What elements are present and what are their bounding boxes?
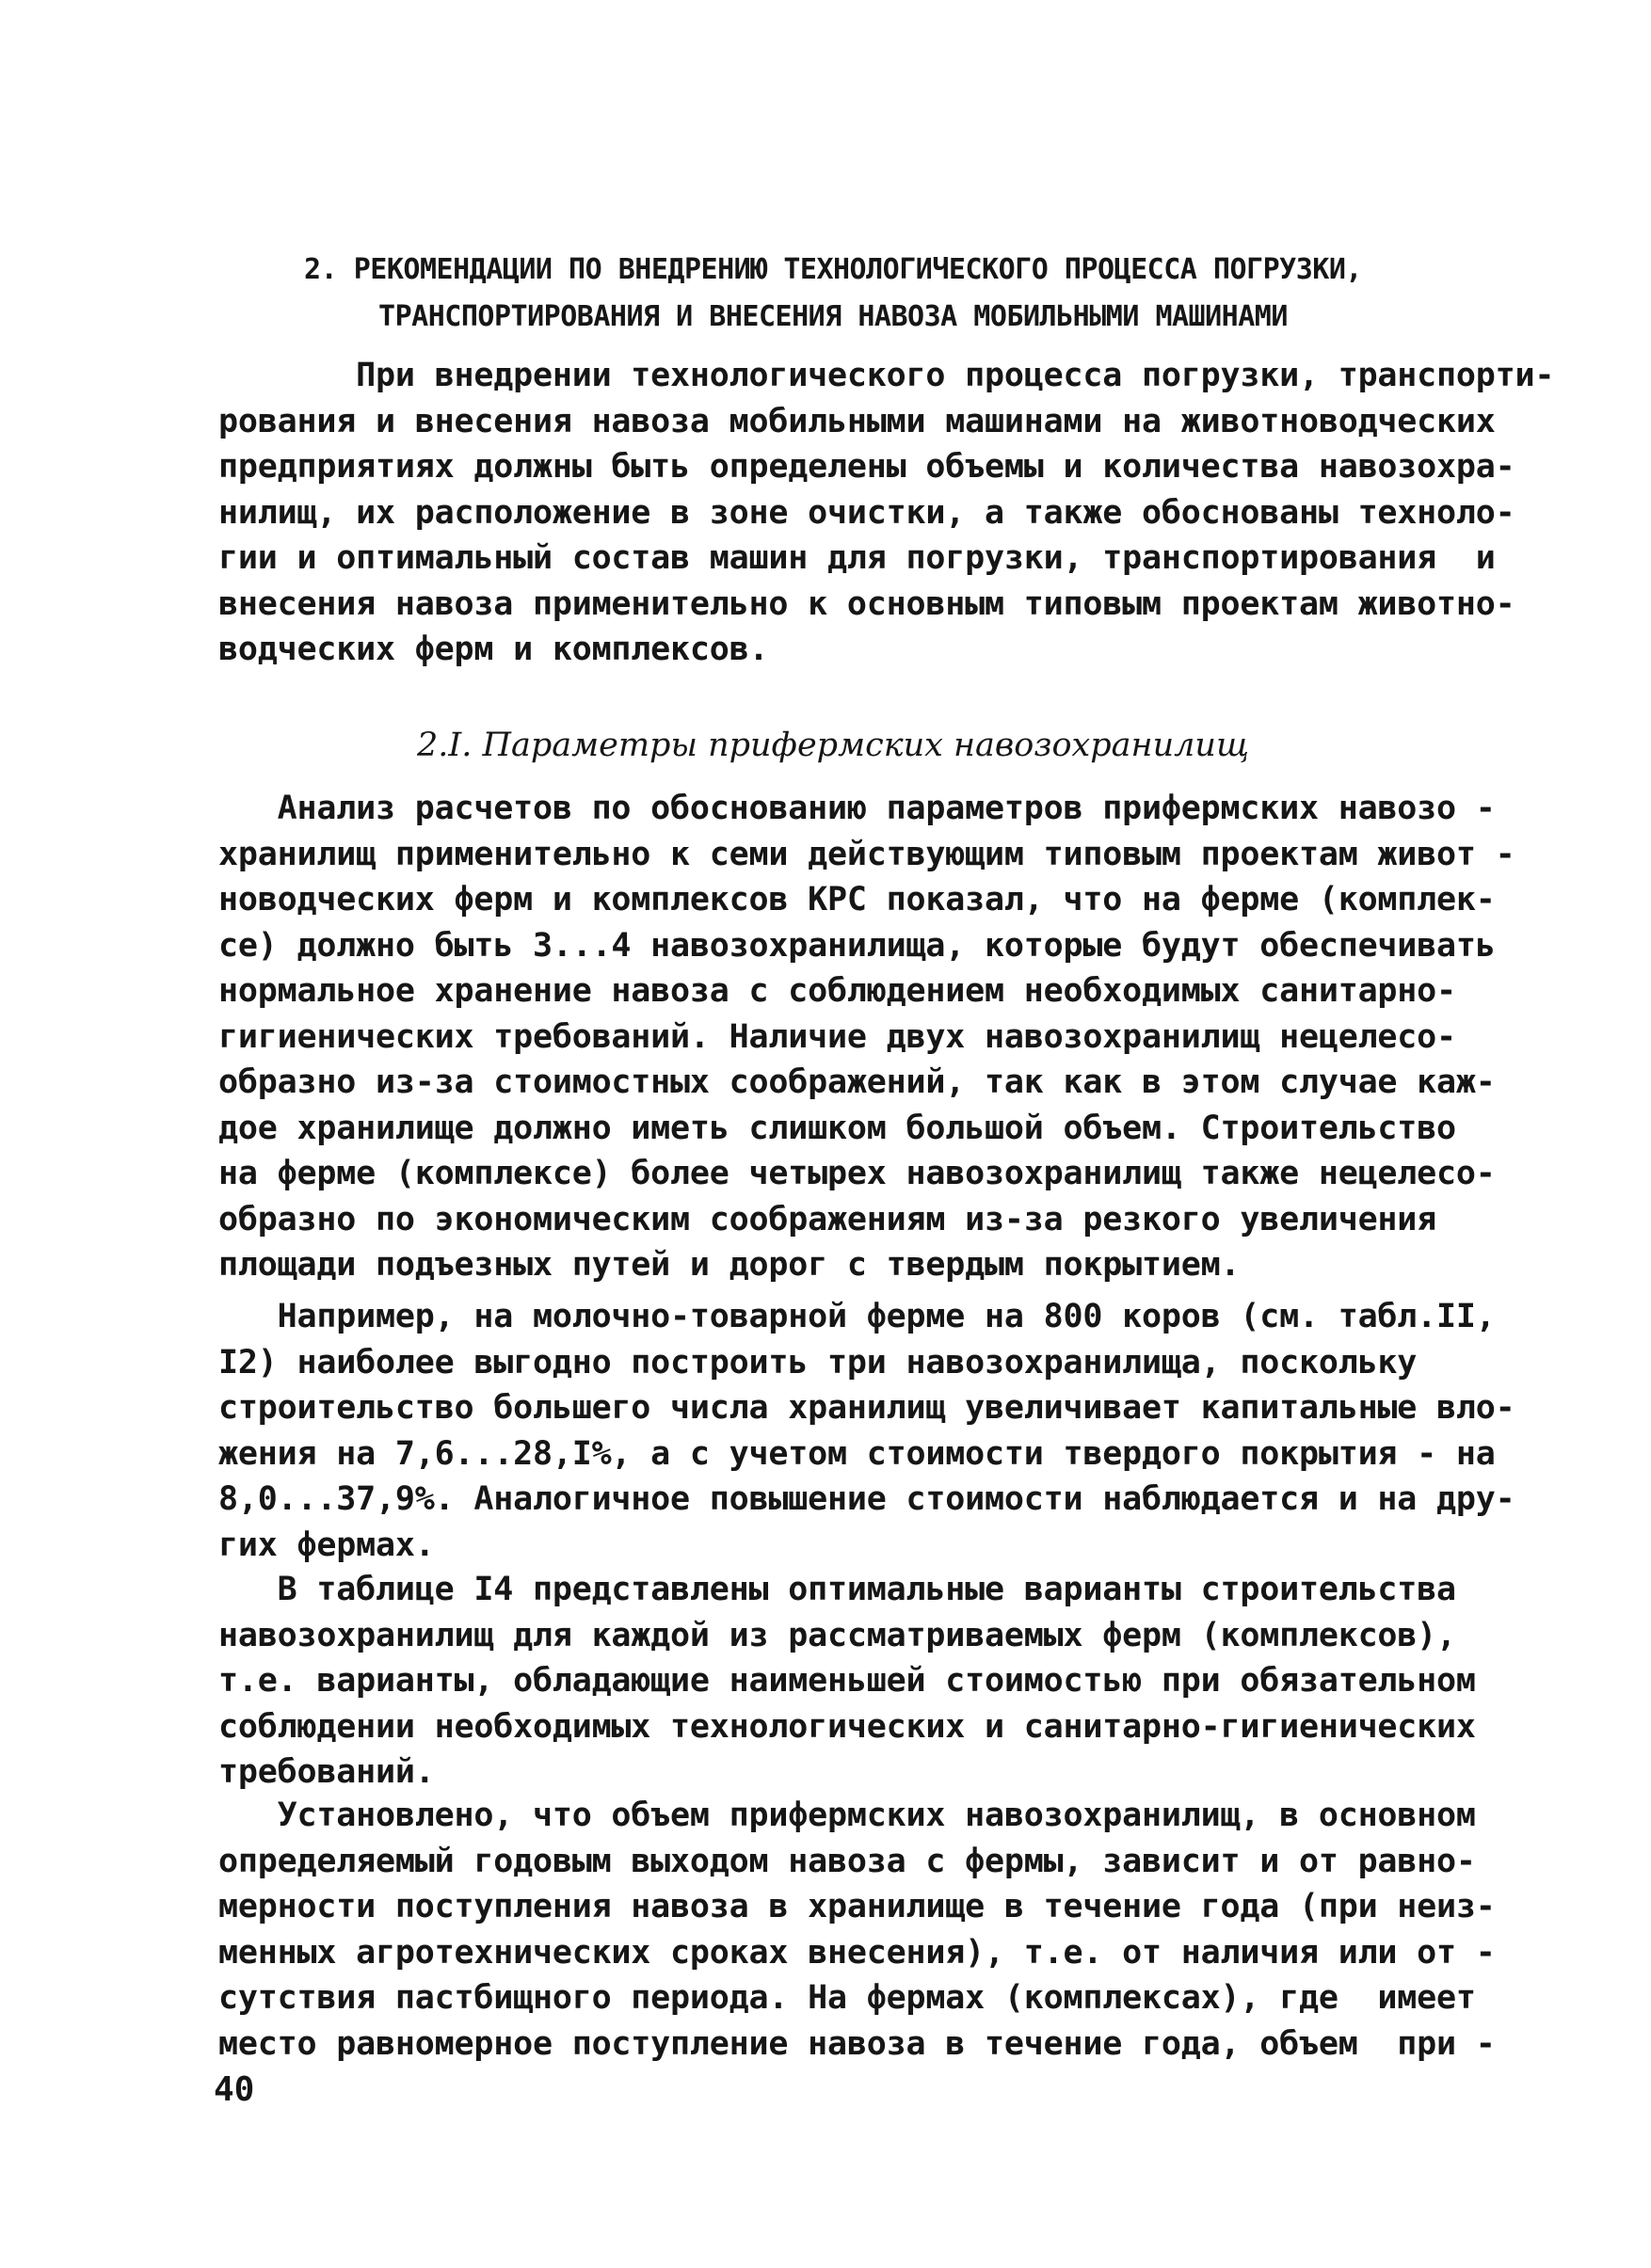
text-line: т.е. варианты, обладающие наименьшей стоимостью при обязательном [218,1662,1476,1700]
text-line: внесения навоза применительно к основным типовым проектам животно- [218,584,1515,623]
analysis-paragraph [218,786,1515,1288]
text-line: нормальное хранение навоза с соблюдением необходимых санитарно- [218,972,1456,1010]
text-line: нилищ, их расположение в зоне очистки, а также обоснованы техноло- [218,493,1515,532]
text-line: жения на 7,6...28,I%, а с учетом стоимости твердого покрытия - на [218,1434,1496,1473]
text-line: гих фермах. [218,1525,435,1564]
text-line: се) должно быть 3...4 навозохранилища, которые будут обеспечивать [218,926,1496,965]
text-line: соблюдении необходимых технологических и санитарно-гигиенических [218,1707,1476,1746]
text-line: гигиенических требований. Наличие двух навозохранилищ нецелесо- [218,1017,1456,1056]
text-line: При внедрении технологического процесса погрузки, транспорти- [218,357,1555,394]
table-reference-paragraph [218,1567,1480,1796]
text-line: мерности поступления навоза в хранилище в течение года (при неиз- [218,1888,1496,1925]
text-line: водческих ферм и комплексов. [218,631,769,668]
text-line: сутствия пастбищного периода. На фермах (комплексах), где имеет [218,1979,1476,2017]
text-line: дое хранилище должно иметь слишком большой объем. Строительство [218,1109,1456,1147]
text-line: рования и внесения навоза мобильными машинами на животноводческих [218,402,1496,440]
text-line: Установлено, что объем прифермских навозохранилищ, в основном [218,1797,1476,1834]
text-line: I2) наиболее выгодно построить три навозохранилища, поскольку [218,1343,1418,1382]
text-line: 8,0...37,9%. Аналогичное повышение стоимости наблюдается и на дру- [218,1480,1515,1518]
text-line: гии и оптимальный состав машин для погрузки, транспортирования и [218,539,1496,577]
text-line: новодческих ферм и комплексов КРС показал, что на ферме (комплек- [218,881,1496,918]
text-line: В таблице I4 представлены оптимальные варианты строительства [218,1571,1456,1608]
text-line: навозохранилищ для каждой из рассматриваемых ферм (комплексов), [218,1616,1456,1654]
section-title-line-2: ТРАНСПОРТИРОВАНИЯ И ВНЕСЕНИЯ НАВОЗА МОБИЛЬНЫМИ МАШИНАМИ [378,300,1288,333]
text-line: определяемый годовым выходом навоза с фермы, зависит и от равно- [218,1842,1476,1880]
text-line: строительство большего числа хранилищ увеличивает капитальные вло- [218,1389,1515,1427]
text-line: образно по экономическим соображениям из-за резкого увеличения [218,1200,1437,1238]
text-line: хранилищ применительно к семи действующим типовым проектам живот - [218,835,1515,873]
text-line: Например, на молочно-товарной ферме на 800 коров (см. табл.II, [218,1298,1496,1335]
text-line: Анализ расчетов по обоснованию параметров прифермских навозо - [218,790,1496,827]
example-paragraph [218,1294,1515,1568]
text-line: на ферме (комплексе) более четырех навозохранилищ также нецелесо- [218,1155,1496,1192]
subsection-title: 2.I. Параметры прифермских навозохранилищ [416,727,1249,764]
text-line: образно из-за стоимостных соображений, так как в этом случае каж- [218,1063,1496,1101]
section-title-line-1: 2. РЕКОМЕНДАЦИИ ПО ВНЕДРЕНИЮ ТЕХНОЛОГИЧЕСКОГО ПРОЦЕССА ПОГРУЗКИ, [304,253,1362,286]
intro-paragraph [218,353,1555,673]
page-number: 40 [214,2070,255,2109]
text-line: предприятиях должны быть определены объемы и количества навозохра- [218,448,1515,486]
volume-paragraph [218,1793,1496,2067]
text-line: менных агротехнических сроках внесения), т.е. от наличия или от - [218,1933,1496,1972]
text-line: площади подъезных путей и дорог с твердым покрытием. [218,1246,1241,1284]
text-line: требований. [218,1753,435,1791]
text-line: место равномерное поступление навоза в течение года, объем при - [218,2024,1496,2063]
section-title [188,247,1478,341]
